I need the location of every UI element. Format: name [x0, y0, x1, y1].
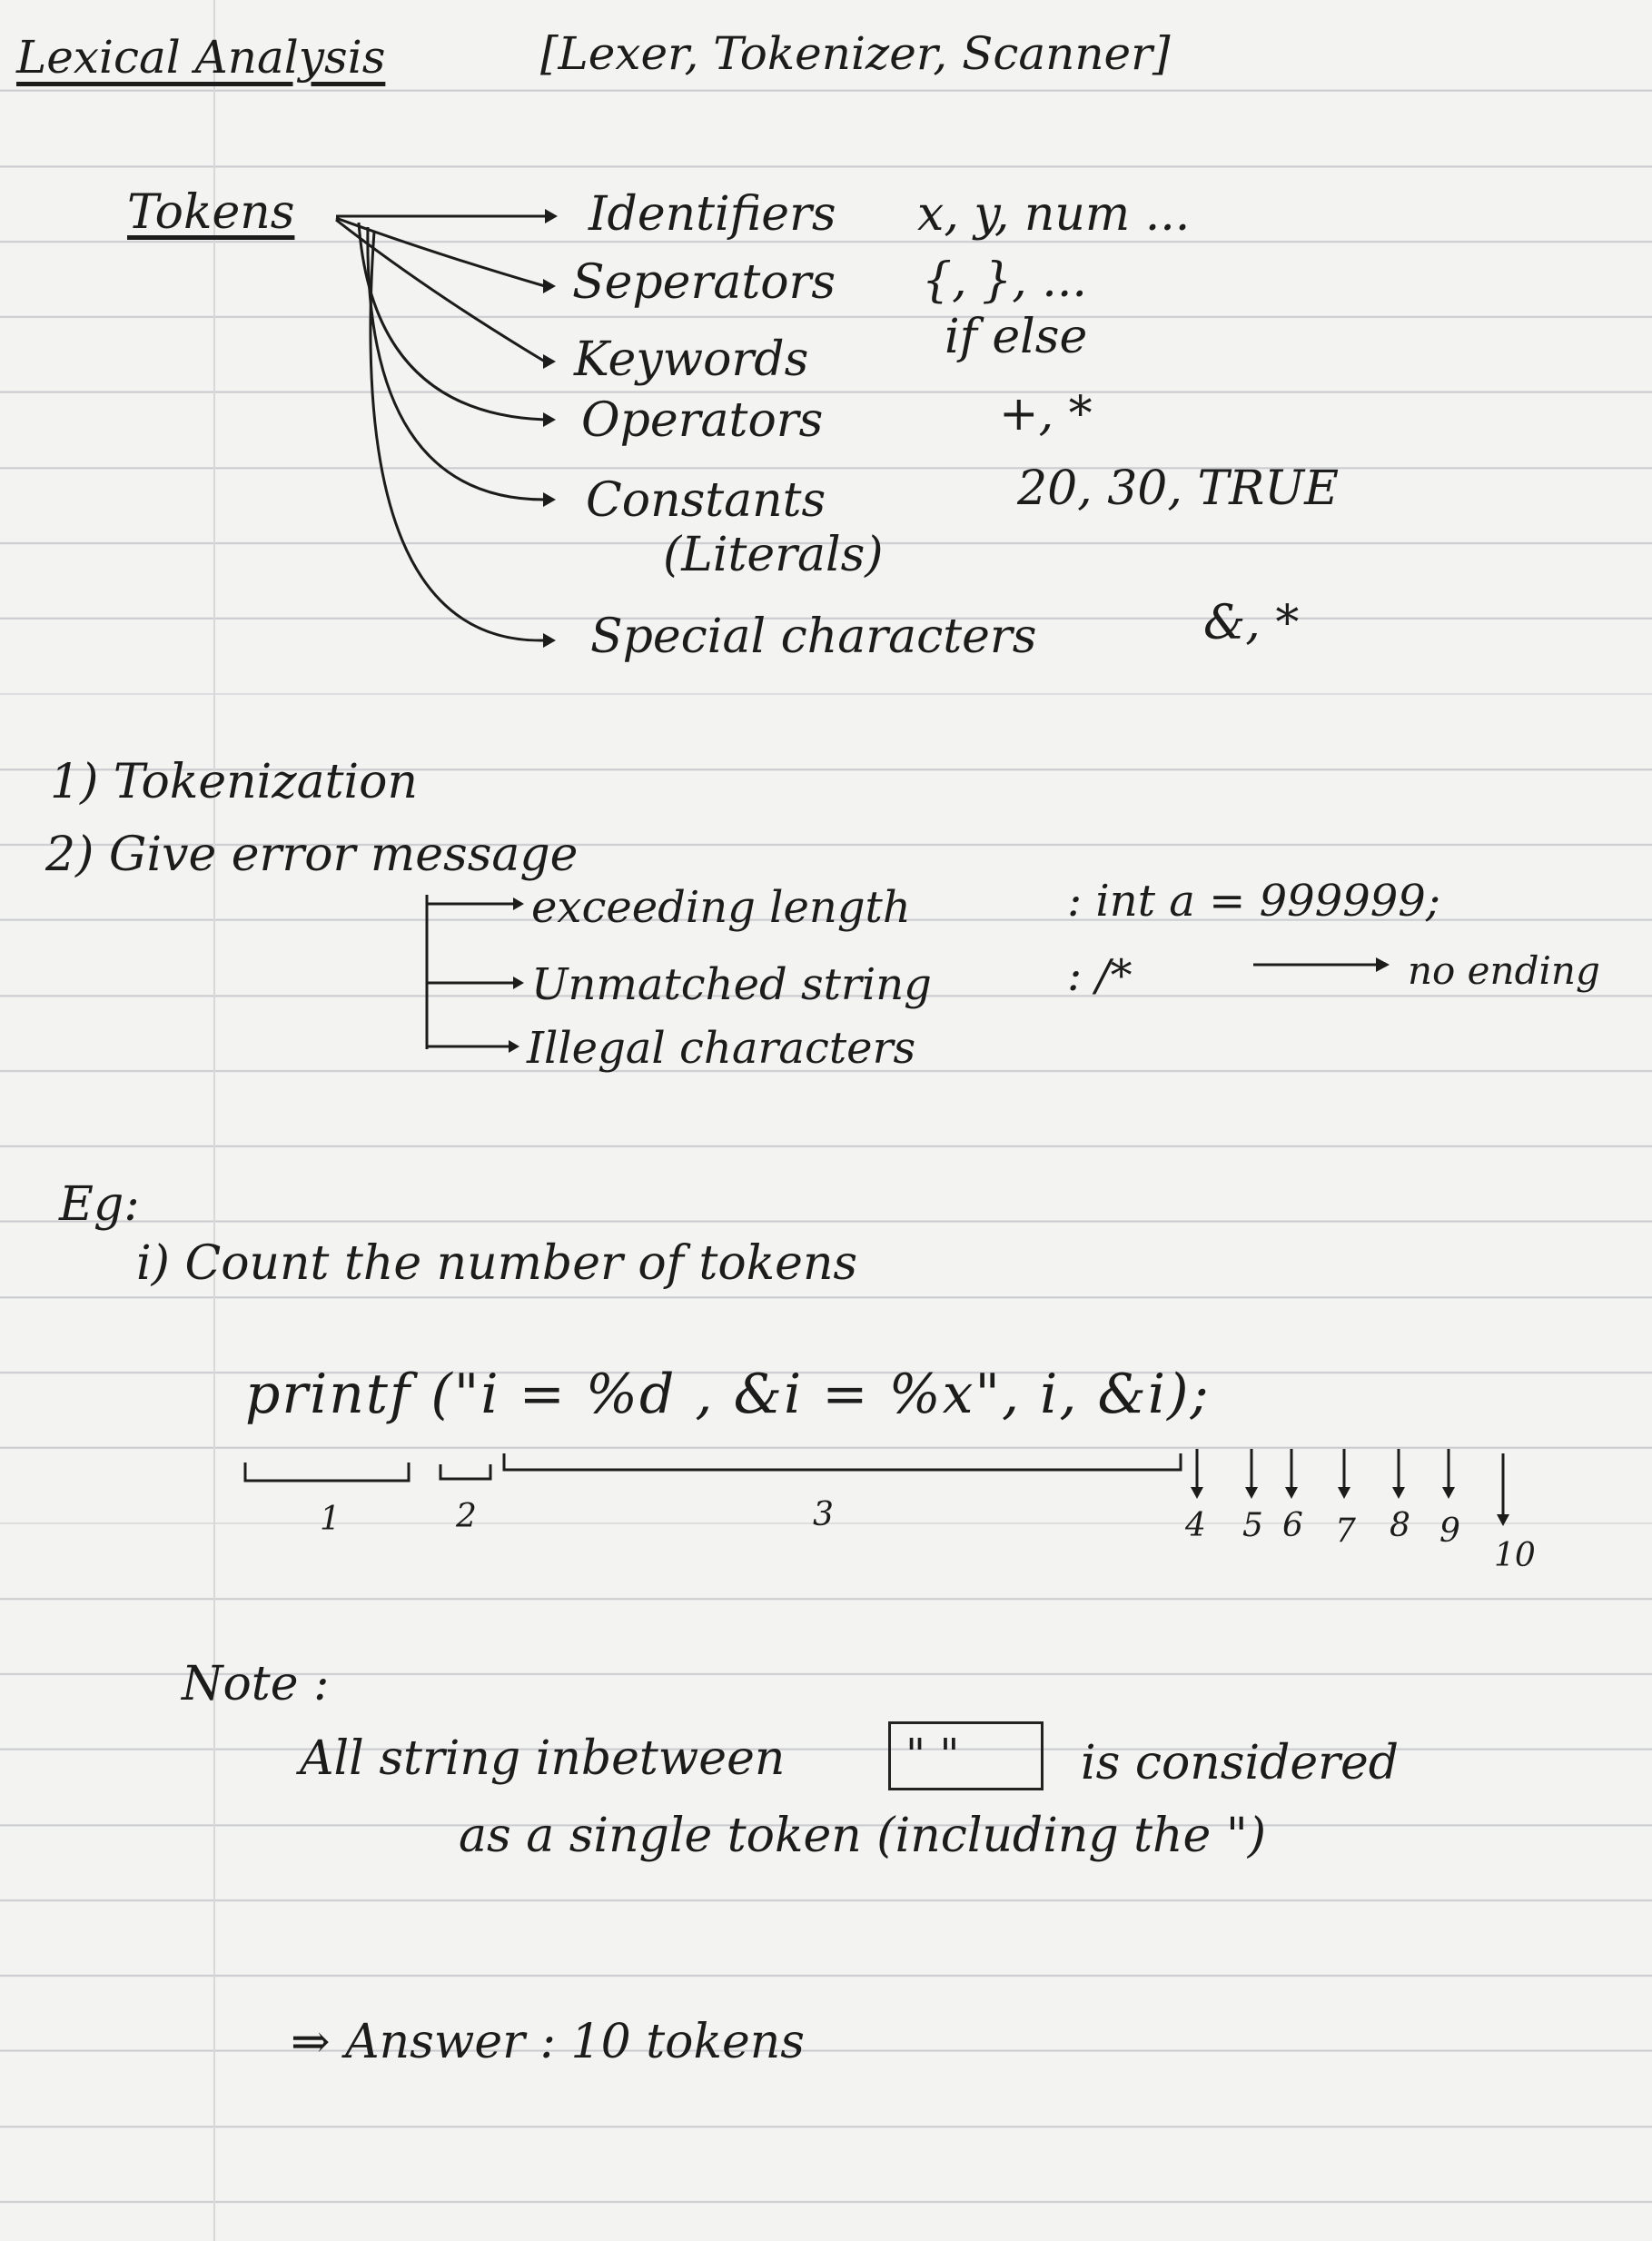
token-label-7: 7: [1335, 1512, 1356, 1550]
token-keywords: Keywords: [574, 332, 809, 387]
token-separators: Seperators: [572, 255, 836, 310]
token-identifiers: Identifiers: [589, 187, 836, 242]
note-quote-box: [888, 1721, 1044, 1790]
token-constants: Constants: [586, 473, 826, 528]
example-heading: Eg:: [59, 1177, 140, 1232]
token-special-characters-example: &, *: [1203, 596, 1300, 650]
token-label-2: 2: [456, 1498, 477, 1535]
error-unmatched-string: Unmatched string: [531, 959, 932, 1010]
token-constants-sub: (Literals): [663, 528, 884, 582]
error-exceeding-length: exceeding length: [531, 882, 911, 933]
title-aliases: [Lexer, Tokenizer, Scanner]: [540, 27, 1171, 80]
token-identifiers-example: x, y, num ...: [917, 187, 1191, 242]
note-line1-post: is considered: [1081, 1736, 1400, 1790]
token-label-3: 3: [813, 1496, 834, 1533]
tokens-label: Tokens: [127, 185, 295, 240]
error-illegal-characters: Illegal characters: [527, 1023, 916, 1074]
token-operators-example: +, *: [999, 387, 1093, 441]
note-line1-pre: All string inbetween: [300, 1731, 786, 1786]
error-exceeding-length-example: : int a = 999999;: [1067, 876, 1440, 927]
note-line2: as a single token (including the "): [459, 1809, 1267, 1863]
token-label-10: 10: [1494, 1537, 1536, 1574]
token-label-6: 6: [1282, 1507, 1303, 1544]
function-error-message: 2) Give error message: [45, 828, 579, 882]
note-quote-box-text: " ": [905, 1730, 960, 1780]
token-label-4: 4: [1185, 1507, 1206, 1544]
token-separators-example: {, }, ...: [922, 253, 1087, 308]
function-tokenization: 1) Tokenization: [50, 755, 418, 809]
page-title: Lexical Analysis: [16, 31, 386, 84]
token-keywords-example: if else: [945, 310, 1088, 364]
token-label-8: 8: [1390, 1507, 1410, 1544]
token-special-characters: Special characters: [590, 610, 1037, 664]
token-operators: Operators: [581, 393, 824, 448]
token-constants-example: 20, 30, TRUE: [1017, 461, 1340, 516]
answer: ⇒ Answer : 10 tokens: [291, 2015, 805, 2069]
example-code: printf ("i = %d , &i = %x", i, &i);: [245, 1363, 1211, 1426]
note-label: Note :: [182, 1657, 330, 1711]
token-label-5: 5: [1242, 1507, 1263, 1544]
error-unmatched-string-result: no ending: [1408, 948, 1600, 993]
example-question: i) Count the number of tokens: [136, 1236, 858, 1291]
token-label-9: 9: [1439, 1512, 1460, 1550]
error-unmatched-string-example: : /*: [1067, 950, 1133, 1001]
token-label-1: 1: [320, 1501, 341, 1538]
